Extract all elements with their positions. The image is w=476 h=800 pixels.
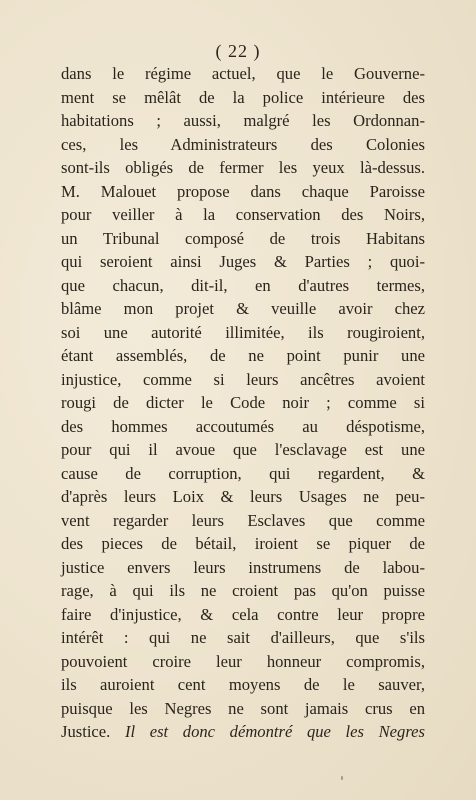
text-line: pouvoient croire leur honneur compromis, <box>61 651 425 671</box>
text-line: intérêt : qui ne sait d'ailleurs, que s'ils <box>61 628 425 647</box>
text-line: rougi de dicter le Code noir ; comme si <box>61 393 425 412</box>
text-line: rage, à qui ils ne croient pas qu'on puisse <box>61 581 425 600</box>
text-line: que chacun, dit-il, en d'autres termes, <box>61 275 425 295</box>
text-line: pour veiller à la conservation des Noirs, <box>61 205 425 224</box>
text-line: ces, les Administrateurs des Colonies <box>61 134 425 154</box>
text-line: blâme mon projet & veuille avoir chez <box>61 299 425 318</box>
text-line: un Tribunal composé de trois Habitans <box>61 228 425 248</box>
text-line: soi une autorité illimitée, ils rougiroient, <box>61 322 425 342</box>
text-line: justice envers leurs instrumens de labou- <box>61 557 425 577</box>
text-line: pour qui il avoue que l'esclavage est une <box>61 440 425 459</box>
text-line: puisque les Negres ne sont jamais crus en <box>61 698 425 718</box>
last-line-italic: Il est donc démontré que les Negres <box>124 722 425 741</box>
text-line: sont-ils obligés de fermer les yeux là-dessus. <box>61 158 425 177</box>
ink-speck <box>341 776 343 780</box>
text-line: cause de corruption, qui regardent, & <box>61 463 425 483</box>
text-line: des pieces de bétail, iroient se piquer de <box>61 534 425 553</box>
text-line-last <box>61 720 425 744</box>
text-line: faire d'injustice, & cela contre leur propre <box>61 604 425 624</box>
text-line: dans le régime actuel, que le Gouverne- <box>61 64 425 83</box>
text-line: qui seroient ainsi Juges & Parties ; quoi- <box>61 252 425 271</box>
text-line: M. Malouet propose dans chaque Paroisse <box>61 181 425 201</box>
page-number: ( 22 ) <box>215 41 261 61</box>
text-line: habitations ; aussi, malgré les Ordonnan- <box>61 111 425 130</box>
text-line: vent regarder leurs Esclaves que comme <box>61 510 425 530</box>
body-text <box>61 62 425 744</box>
text-line: ils auroient cent moyens de le sauver, <box>61 675 425 694</box>
last-line-roman: Justice. <box>61 722 111 741</box>
text-line: d'après leurs Loix & leurs Usages ne peu- <box>61 487 425 506</box>
text-line: ment se mêlât de la police intérieure des <box>61 87 425 107</box>
text-line: étant assemblés, de ne point punir une <box>61 346 425 365</box>
text-line: des hommes accoutumés au déspotisme, <box>61 416 425 436</box>
text-line: injustice, comme si leurs ancêtres avoient <box>61 369 425 389</box>
